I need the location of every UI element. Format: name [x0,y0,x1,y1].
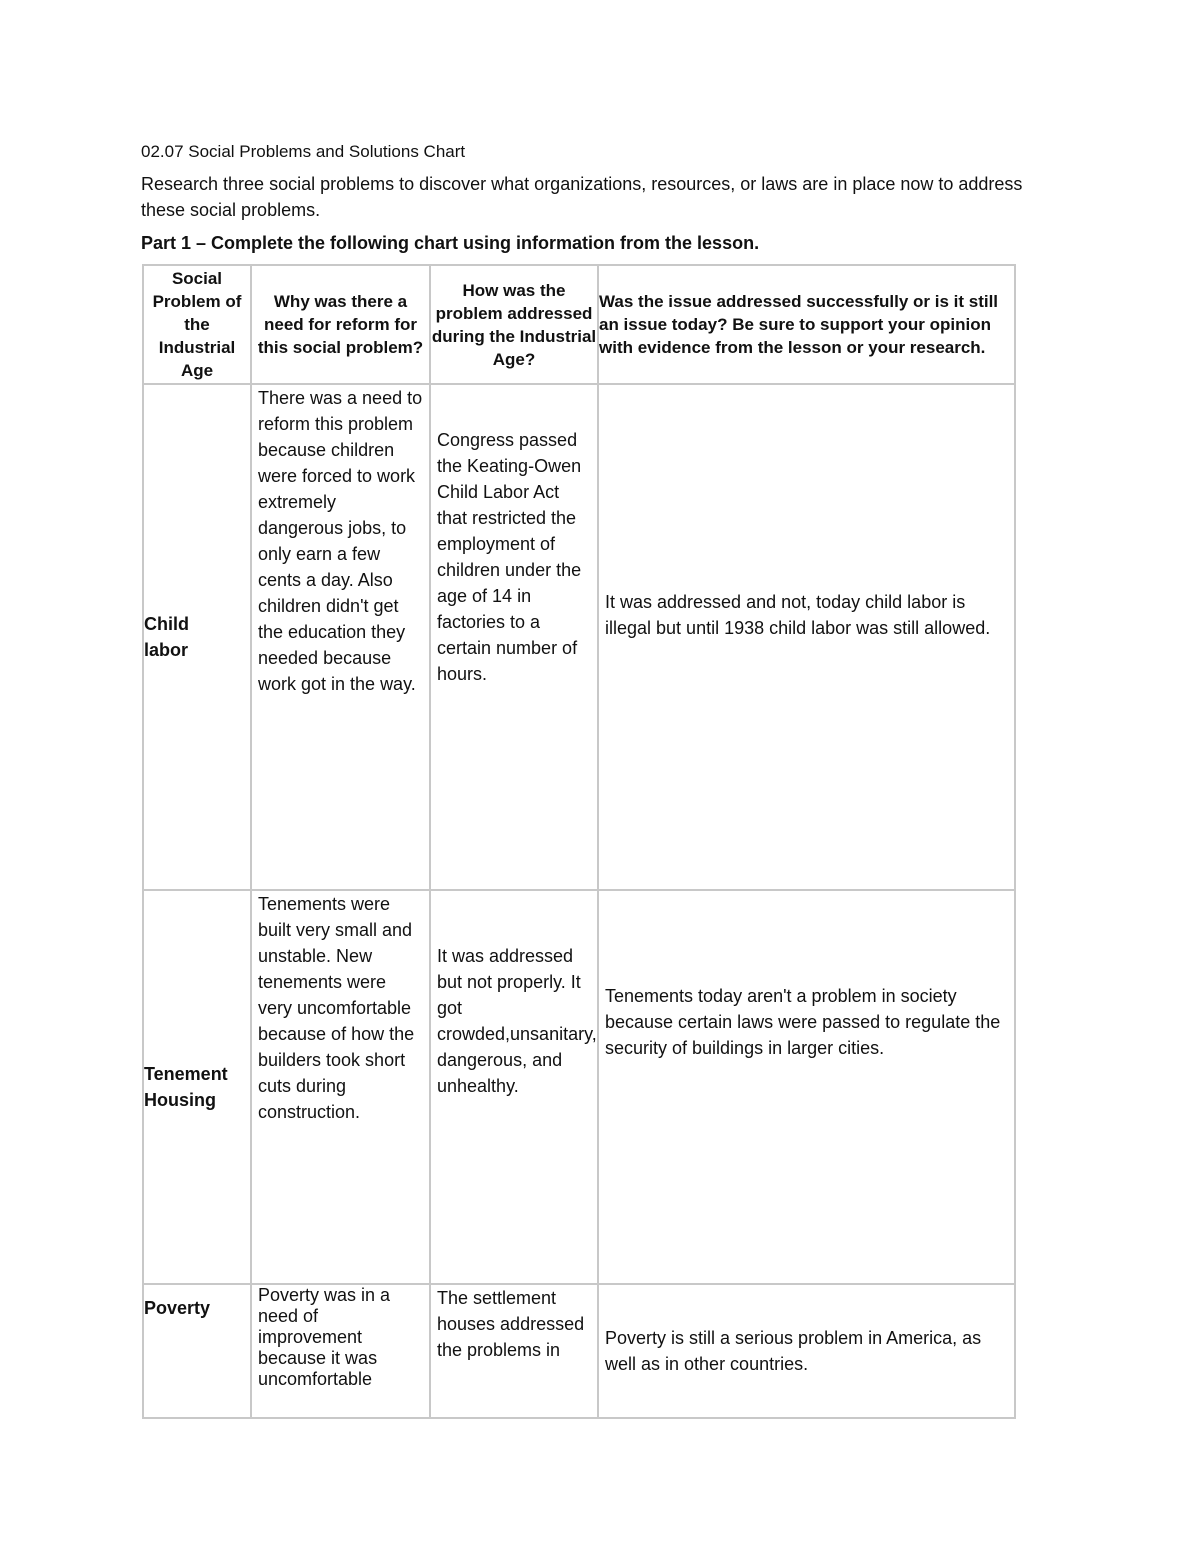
addressed-text: The settlement houses addressed the problems in [437,1288,585,1360]
table-row [143,890,1015,1284]
header-need-for-reform: Why was there a need for reform for this social problem? [251,265,430,384]
need-text: There was a need to reform this problem because children were forced to work extremely dangerous jobs, to only earn a few cents a day. Also children didn't get the education they needed because work got in the way. [258,388,423,694]
today-text: Poverty is still a serious problem in America, as well as in other countries. [605,1328,982,1374]
table-header-row [143,265,1015,384]
intro-paragraph: Research three social problems to discover what organizations, resources, or laws are in place now to address these social problems. [141,174,1023,220]
problem-cell [143,384,251,890]
addressed-cell [430,384,598,890]
addressed-cell [430,890,598,1284]
today-cell [598,890,1015,1284]
today-cell [598,384,1015,890]
need-cell [251,384,430,890]
header-how-addressed: How was the problem addressed during the Industrial Age? [430,265,598,384]
need-cell [251,1284,430,1418]
need-text: Tenements were built very small and unstable. New tenements were very uncomfortable because of how the builders took short cuts during construction. [258,894,415,1122]
problem-cell [143,890,251,1284]
problem-label: Tenement Housing [144,1064,228,1110]
table-row [143,384,1015,890]
table-row [143,1284,1015,1418]
problem-label: Child labor [144,614,189,660]
social-problems-table [142,264,1016,1419]
header-social-problem: Social Problem of the Industrial Age [143,265,251,384]
problem-cell [143,1284,251,1418]
need-cell [251,890,430,1284]
need-text: Poverty was in a need of improvement because it was uncomfortable [258,1285,391,1389]
today-cell [598,1284,1015,1418]
part-heading: Part 1 – Complete the following chart using information from the lesson. [141,233,760,253]
addressed-cell [430,1284,598,1418]
today-text: Tenements today aren't a problem in society because certain laws were passed to regulate the security of buildings in larger cities. [605,986,1001,1058]
addressed-text: It was addressed but not properly. It got crowded,unsanitary, dangerous, and unhealthy. [437,946,597,1096]
header-addressed-today: Was the issue addressed successfully or is it still an issue today? Be sure to support your opinion with evidence from the lesson or your research. [598,265,1015,384]
document-title: 02.07 Social Problems and Solutions Chart [141,142,466,161]
today-text: It was addressed and not, today child labor is illegal but until 1938 child labor was still allowed. [605,592,991,638]
addressed-text: Congress passed the Keating-Owen Child Labor Act that restricted the employment of children under the age of 14 in factories to a certain number of hours. [437,430,582,684]
problem-label: Poverty [144,1298,211,1318]
